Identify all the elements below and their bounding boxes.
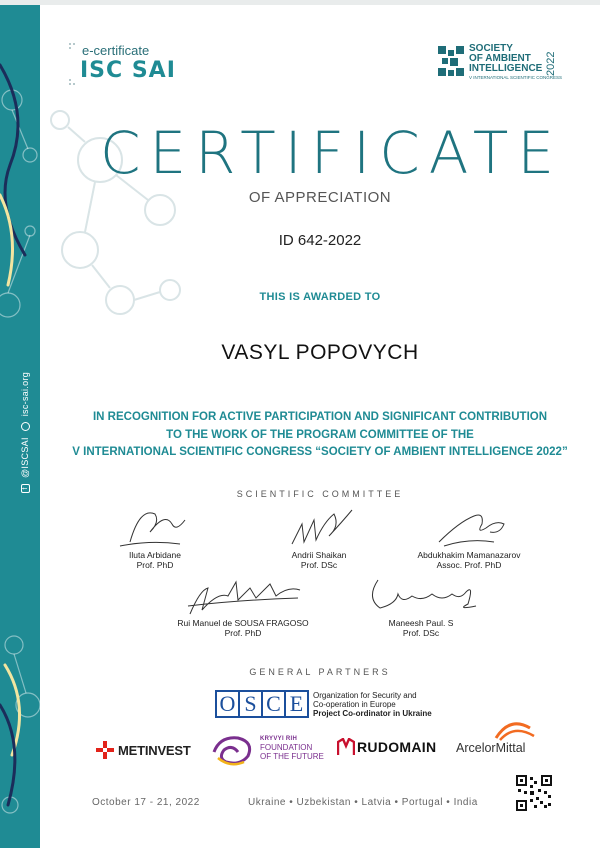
recipient-name: VASYL POPOVYCH [221, 341, 419, 364]
signatory-degree: Prof. PhD [224, 628, 262, 638]
signatory-name: Abdukhakim Mamanazarov [417, 550, 521, 560]
osce-letter: E [286, 692, 307, 716]
metinvest-mark-icon [96, 741, 114, 759]
awarded-to-label: THIS IS AWARDED TO [259, 291, 381, 303]
kryvyi-text [260, 743, 324, 761]
event-countries: Ukraine • Uzbekistan • Latvia • Portugal • India [248, 797, 478, 808]
ecertificate-logo [68, 40, 178, 90]
metinvest-text: METINVEST [118, 742, 191, 758]
certificate-subtitle: OF APPRECIATION [248, 189, 392, 206]
signatory-name: Andrii Shaikan [291, 550, 347, 560]
signature-block [244, 502, 394, 570]
handwritten-signature [274, 502, 364, 550]
osce-letters [215, 690, 309, 718]
society-year: 2022 [545, 51, 557, 76]
signatory-degree: Prof. DSc [402, 628, 440, 638]
kryvyi-rih-logo [210, 734, 325, 768]
rudomain-text: RUDOMAIN [357, 739, 437, 755]
globe-icon [21, 422, 30, 431]
handwritten-signature [356, 570, 486, 618]
signatory-name: Maneesh Paul. S [388, 618, 454, 628]
recognition-line: TO THE WORK OF THE PROGRAM COMMITTEE OF THE [166, 428, 474, 441]
side-band [0, 5, 40, 848]
rudomain-logo [337, 738, 436, 756]
signatory-degree: Prof. PhD [136, 560, 174, 570]
recognition-line: V INTERNATIONAL SCIENTIFIC CONGRESS “SOCIETY OF AMBIENT INTELLIGENCE 2022” [72, 446, 568, 458]
iscsai-label: ISC SAI [80, 58, 176, 83]
arcelor-swoosh-icon [456, 718, 538, 742]
facebook-icon[interactable]: f [21, 484, 30, 493]
arcelor-text: ArcelorMittal [456, 741, 526, 755]
osce-line: Organization for Security and [313, 691, 417, 700]
top-strip [0, 0, 600, 5]
kryvyi-line1: KRYVYI RIH [260, 736, 298, 742]
event-dates: October 17 - 21, 2022 [92, 797, 200, 808]
signatory-name: Rui Manuel de SOUSA FRAGOSO [177, 618, 309, 628]
qr-code-icon[interactable] [516, 775, 552, 811]
society-line1: SOCIETY [469, 43, 513, 54]
society-mark-icon [438, 46, 464, 76]
kryvyi-swirl-icon [210, 734, 256, 768]
certificate-title: CERTIFICATE [100, 119, 563, 187]
social-handle[interactable]: @ISCSAI [20, 437, 30, 478]
osce-letter: S [240, 692, 261, 716]
osce-line: Co-operation in Europe [313, 700, 396, 709]
society-logo [438, 43, 563, 84]
signature-block [394, 502, 544, 570]
partners-heading: GENERAL PARTNERS [249, 667, 391, 677]
osce-letter: C [263, 692, 284, 716]
rudomain-mark-icon [337, 738, 355, 756]
society-line2: OF AMBIENT [469, 53, 531, 64]
kryvyi-line2: FOUNDATION [260, 743, 313, 752]
arcelormittal-logo [456, 718, 538, 758]
signature-block [168, 570, 318, 638]
website-link[interactable]: isc-sai.org [20, 371, 30, 417]
osce-letter: O [217, 692, 238, 716]
kryvyi-line3: OF THE FUTURE [260, 752, 324, 761]
ecertificate-label: e-certificate [82, 43, 150, 58]
osce-line: Project Co-ordinator in Ukraine [313, 709, 432, 718]
osce-text [313, 691, 432, 718]
recognition-line: IN RECOGNITION FOR ACTIVE PARTICIPATION AND SIGNIFICANT CONTRIBUTION [92, 411, 548, 423]
osce-logo [215, 690, 455, 720]
signature-block [346, 570, 496, 638]
signatory-name: Iluta Arbidane [129, 550, 181, 560]
handwritten-signature [424, 502, 514, 550]
handwritten-signature [178, 570, 308, 618]
society-line4: V INTERNATIONAL SCIENTIFIC CONGRESS [469, 75, 563, 80]
signature-block [80, 502, 230, 570]
signatory-degree: Prof. DSc [300, 560, 338, 570]
society-line3: INTELLIGENCE [469, 63, 543, 74]
committee-heading: SCIENTIFIC COMMITTEE [236, 489, 404, 499]
recognition-text [60, 409, 580, 462]
side-contacts [20, 372, 30, 493]
signatory-degree: Assoc. Prof. PhD [436, 560, 502, 570]
certificate-id: ID 642-2022 [278, 232, 362, 249]
handwritten-signature [110, 502, 200, 550]
metinvest-logo [96, 740, 191, 760]
